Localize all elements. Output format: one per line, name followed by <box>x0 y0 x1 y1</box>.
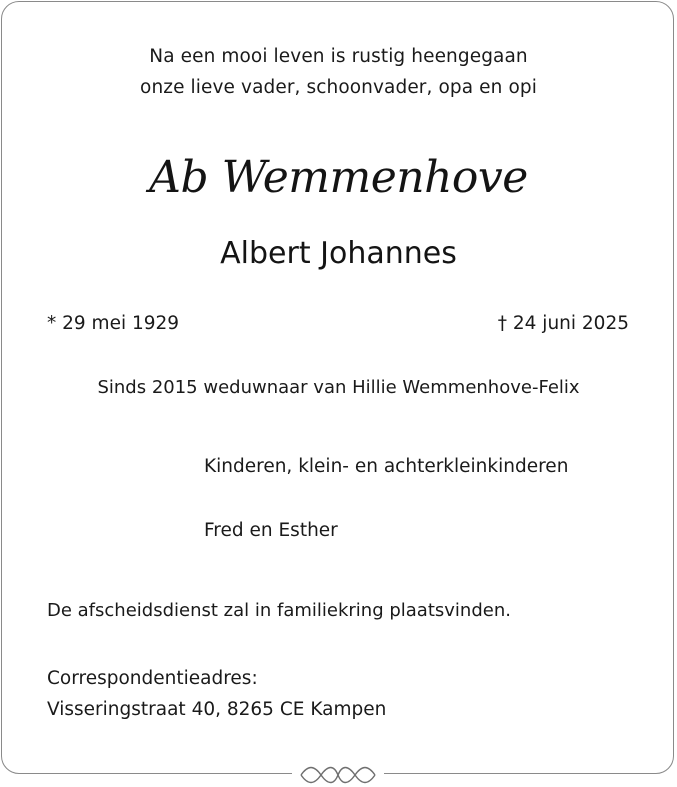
widower-note: Sinds 2015 weduwnaar van Hillie Wemmenhove-Felix <box>97 377 580 398</box>
deceased-full-name: Albert Johannes <box>220 236 457 271</box>
death-date: † 24 juni 2025 <box>497 313 629 334</box>
intro-line-2: onze lieve vader, schoonvader, opa en opi <box>140 77 537 98</box>
correspondence-address: Visseringstraat 40, 8265 CE Kampen <box>47 699 387 720</box>
correspondence-block <box>47 663 386 725</box>
deceased-name: Ab Wemmenhove <box>149 152 528 203</box>
interlinked-rings-ornament-icon <box>296 763 380 787</box>
service-note: De afscheidsdienst zal in familiekring plaatsvinden. <box>47 600 511 621</box>
signers-line: Fred en Esther <box>204 520 338 541</box>
family-line: Kinderen, klein- en achterkleinkinderen <box>204 456 569 477</box>
correspondence-label: Correspondentieadres: <box>47 668 258 689</box>
intro-line-1: Na een mooi leven is rustig heengegaan <box>149 46 528 67</box>
birth-date: * 29 mei 1929 <box>47 313 180 334</box>
intro-text <box>0 41 677 103</box>
